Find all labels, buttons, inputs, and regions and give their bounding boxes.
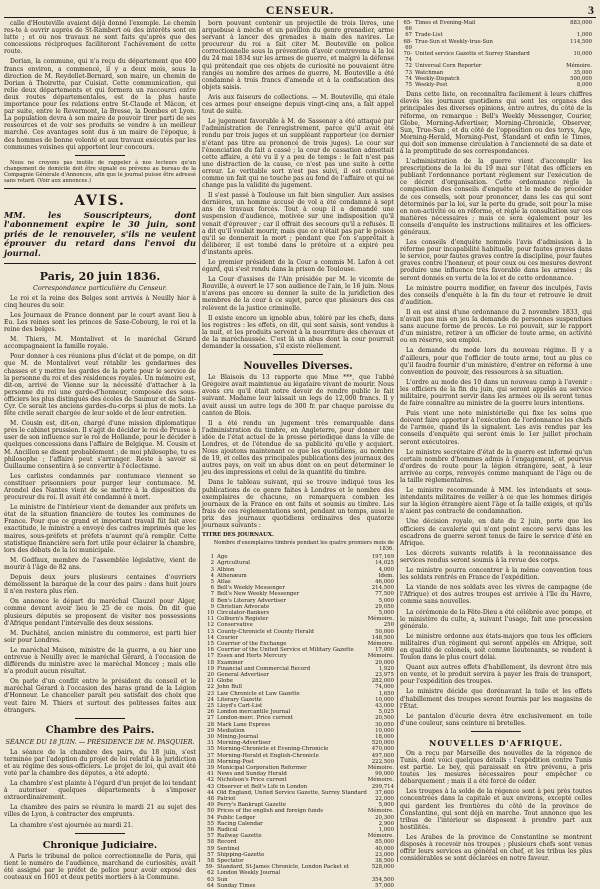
paragraph: Les carlistes condamnés par contumace viennent se constituer prisonniers pour purger leur contumace. M. Arondel des Nantes vient de se mettre à la disposition du procureur du roi. Il avait été condamné à mort. — [4, 472, 196, 502]
journal-title: Albion — [217, 566, 235, 573]
journal-title: Times et Evening-Mail — [415, 20, 476, 26]
table-header-right: Nombre d'exemplaires timbrés pendant les quatre premiers mois de 1836. — [213, 540, 394, 553]
row-number: 17 — [207, 653, 214, 660]
row-number: 73 — [405, 69, 412, 76]
copies-value: 29,050 — [375, 603, 394, 610]
paragraph: La chambre s'est ajournée au mardi 21. — [10, 821, 134, 829]
row-number: 16 — [207, 647, 214, 654]
paragraph: Les Arabes de la province de Constantine se montrent disposés à recevoir nos troupes ; plusieurs chefs sont venus offrir leurs services au général en chef, et les tribus les plus considérables se sont déclarées en notre faveur. — [400, 833, 592, 863]
paragraph: L'ordre au mode des 10 dans un nouveau camp à l'avenir : les officiers de la fin du juin, qui seront appelés au service militaire, pourront servir dans les armées où ils seront tenus de faire connaître au ministre de la guerre leurs intentions. — [400, 378, 592, 408]
row-number: 21 — [207, 678, 214, 685]
copies-value: 250 — [383, 622, 394, 629]
masthead-title: CENSEUR. — [265, 3, 335, 17]
paragraph: Le Blaisois du 13 rapporte que Mme ***, que l'abbé Grégoire avait maintenue au légataire vivant de mourir. Nous avons cru qu'il était notre devoir de rendre public le fait suivant. Madame leur laissait un legs de 12,000 francs. Il y avait aussi un autre legs de 300 fr. par chaque paroisse du canton de Blois. — [202, 374, 394, 417]
row-number: 9 — [210, 603, 214, 610]
journal-title: Watchman — [415, 69, 444, 76]
copies-value: 5,000 — [378, 609, 394, 616]
paragraph: calle d'Houteville avaient déjà donné l'exemple. Le chemin res-te à ouvrir auprès de St-Rambert où des intérêts sont en lutte ; et où nos travaux ne sont faits qu'après que des concessions réciproques faciliteront l'achèvement de cette route. — [4, 20, 196, 56]
paragraph: Il en est ainsi d'une ordonnance du 2 novembre 1833, qui n'avait pas mis en jeu la demande de personnes suspendues sans aucune forme de procès. Le roi pouvait, sur le rapport d'un ministre, retirer à un officier de toute arme, en activité ou en réserve, son emploi. — [400, 308, 592, 345]
row-number: 7 — [210, 591, 214, 598]
journal-title: Public Ledger — [217, 814, 256, 821]
row-number: 58 — [207, 839, 214, 846]
row-number: 4 — [210, 572, 214, 579]
paragraph: Le ministre de l'intérieur vient de demander aux préfets un état de la situation financière de toutes les communes de France. Pour que ce grand et important travail fût fait avec exactitude, le ministre a envoyé des cadres imprimés que les maires, sous-préfets et préfets n'auront qu'à remplir. Cette statistique financière sera fort utile pour éclairer la chambre, lors des débats de la loi municipale. — [4, 504, 196, 554]
row-number: 3 — [210, 566, 214, 573]
section-rule — [4, 263, 196, 264]
row-number: 48 — [207, 796, 214, 803]
copies-value: 23,000 — [375, 851, 394, 858]
copies-value: 40,000 — [375, 845, 394, 852]
copies-value: 8,000 — [576, 82, 592, 89]
copies-value: 470,000 — [371, 746, 394, 753]
section-rule — [75, 155, 125, 156]
section-rule — [4, 188, 196, 189]
column-3 — [400, 20, 592, 862]
copies-value: 46,000 — [375, 578, 394, 585]
column-divider — [199, 20, 200, 862]
row-number: 30 — [207, 733, 214, 740]
copies-value: 114,500 — [570, 38, 592, 45]
copies-value: 282,000 — [371, 678, 394, 685]
copies-value: 5,900 — [378, 802, 394, 809]
avis-section — [4, 193, 196, 259]
judiciaire-continued — [202, 20, 394, 350]
journal-title: Examiner — [217, 659, 244, 666]
section-rule — [75, 833, 125, 834]
row-number: 20 — [207, 671, 214, 678]
copies-value: 299,714 — [371, 783, 394, 790]
paragraph: Dorian, la commune, qui n'a reçu du département que 400 francs environ, a commencé, il y a deux mois, sous la direction de M. Reydellet-Bernard, son maire, un chemin de Dorian à Thoirette, par Cuisiat. Cette communication, qui relie deux départements et qui formera un raccourci entre deux routes départementales, est de la plus haute importance pour les relations entre St-Claude et Mâcon, et par suite, entre le Revermont, la Bresse, la Dombes et Lyon. La population devra à son maire de pouvoir tirer parti de ses ressources et de voir ses produits se vendre à un meilleur marché. Ces avantages sont dus à un maire de l'époque, à des hommes de bonne volonté et aux travaux exécutés par les communes voisines qui apportent leur concours. — [4, 58, 196, 151]
row-number: 2 — [210, 560, 214, 567]
paragraph: Le ministre décide que dorénavant la toile et les effets d'habillement des troupes seront fournis par les magasins de l'État. — [400, 688, 592, 710]
paragraph: On annonce le départ du maréchal Clauzel pour Alger, comme devant avoir lieu le 25 de ce mois. On dit que plusieurs députés se proposent de visiter nos possessions d'Afrique pendant l'intervalle des deux sessions. — [4, 598, 196, 627]
journal-title: Prices of the english and foreign funds — [217, 808, 323, 815]
row-number: 28 — [207, 721, 214, 728]
journal-title: London mercantile Journal — [217, 709, 291, 716]
paragraph: Puis vient une note ministérielle qui fixe les soins que doivent faire apporter à l'exécution de l'ordonnance les chefs de l'armée, quand ils la signalent. Les avis rendus par les conseils d'enquête qui seront émis le 1er juillet prochain seront exécutoires. — [400, 410, 592, 446]
copies-value: 23,975 — [375, 671, 394, 678]
journal-title: London-merc. Price current — [217, 715, 293, 722]
paragraph: Le jugement favorable à M. de Sassenay a été attaqué par l'administration de l'enregistrement, parce qu'il avait été rendu par trois juges et un suppléant rapporteur (ce dernier n'étant pas titre au prononcé de trois juges). Le cour sur l'énonciation du fait a cassé ; la cour de cassation admettait cette affaire, a été vu il y a peu de temps : le fait n'est pas une distraction de la cause, ce n'est pas une suite à cette erreur. Le veritable sort n'est pas suivi, il est constitué comme un fait qui ne touche pas au fond de l'affaire et qui ne change pas la validité du jugement. — [202, 118, 394, 190]
copies-value: 10,000 — [375, 727, 394, 734]
row-number: 38 — [207, 758, 214, 765]
copies-value: Mémoire. — [367, 833, 394, 840]
row-number: 59-62 — [205, 864, 214, 877]
paragraph: Le ministre pourra concentrer à la même convention tous les soldats rentrés en France de l'expédition. — [400, 567, 592, 582]
copies-value: 214,500 — [371, 585, 394, 592]
intro-section — [4, 20, 196, 151]
journal-title: True-Sun et Weekly-true-Sun — [415, 38, 493, 45]
journal-title: General Advertiser — [217, 671, 269, 678]
copies-value: 14,025 — [375, 560, 394, 567]
row-number: 63 — [207, 876, 214, 883]
paragraph: Il s'est passé à Toulouse un fait bien singulier. Aux assises dernières, un homme accusé de vol a été condamné à sept ans de travaux forcés. Tout à coup il a demandé une suspension d'audience, motivée sur une indisposition qu'il venait d'éprouver ; car il offrait des secours qu'il a refusés. Il a dit qu'il voulait mourir, mais que ce n'était pas par le poison qu'il se donnerait la mort ; pendant que l'on s'apprêtait à délibérer, il est tombé dans le prétoire et a expiré peu d'instants après. — [202, 192, 394, 256]
nouvelles-section — [202, 361, 394, 529]
column-2 — [202, 20, 394, 889]
journal-title: Atlas — [217, 578, 231, 585]
copies-value: 500,000 — [570, 75, 592, 82]
paragraph: Il existe encore un ignoble abus, toléré par les chefs, dans les registres : les effets, on dit, qui sont saisis, sont vendus à la nuit, et les produits servent à la nourriture des chevaux et de la maréchaussée. C'est là un abus dont la cour pourrait demander la cessation, s'il existe réellement. — [202, 314, 394, 351]
journal-title: Sunday Times — [217, 882, 256, 889]
journal-title: Conservative — [217, 622, 253, 629]
row-number: 15 — [207, 640, 214, 647]
journal-title: John Bull — [217, 684, 242, 691]
copies-value: 5,025 — [378, 709, 394, 716]
row-number: 58 — [207, 858, 214, 865]
journal-title: Athenæum — [217, 572, 247, 579]
copies-value: 85,000 — [375, 839, 394, 846]
copies-value: 520,000 — [371, 740, 394, 747]
row-number: 18 — [207, 659, 214, 666]
copies-value: Mémoire. — [566, 63, 592, 70]
journal-title: Trade-List — [415, 32, 443, 39]
journal-title: Standard, St-James Chronicle, London Packet et London Weekly Journal — [217, 864, 349, 877]
row-number: 19 — [207, 665, 214, 672]
row-number: 56 — [207, 827, 214, 834]
journal-title: Patriot — [217, 796, 236, 803]
journal-title: Weekly-Dispatch — [415, 75, 460, 82]
row-number: 57 — [207, 851, 214, 858]
journal-title: Sentinel — [217, 845, 240, 852]
copies-value: 497,000 — [371, 752, 394, 759]
paragraph: Nous ne croyons pas inutile de rappeler à nos lecteurs qu'un changement de domicile doit être signalé ou prévenu au bureau de la Compagnie Générale d'Annonces, afin que le journal puisse être adressé sans retard. (Voir aux annonces.) — [4, 159, 196, 184]
paragraph: Le pantalon d'écurie devra être exclusivement en toile d'une couleur, sans ceinture ni bretelles. — [400, 712, 592, 727]
paragraph: La Cour d'assises de l'Ain présidée par M. le vicomte de Rouville, à ouvert le 17 son audience de l'ain, le 16 juin. Nous n'avons pas encore su donner la suite de la juridiction des membres de la cour à ce sujet, parce que plusieurs des cas relèvent de la justice criminelle. — [202, 276, 394, 312]
copies-value: Mémoire. — [367, 777, 394, 784]
journal-title: Mining-Journal — [217, 733, 259, 740]
paragraph: Quant aux autres effets d'habillement, ils devront être mis en vente, et le produit servira à payer les frais de transport, pour l'expédition des troupes. — [400, 664, 592, 686]
copies-value: 74,000 — [375, 684, 394, 691]
copies-value: 1,650 — [378, 690, 394, 697]
row-number: 35 — [207, 746, 214, 753]
copies-value: 37,600 — [375, 789, 394, 796]
copies-value: 197,169 — [371, 554, 394, 561]
copies-value: 17,000 — [375, 647, 394, 654]
row-number: 54 — [207, 814, 214, 821]
copies-value: 2,900 — [378, 820, 394, 827]
row-number: 72 — [405, 63, 412, 70]
row-number: 31 — [207, 740, 214, 747]
row-number: 10 — [207, 609, 214, 616]
journal-title: Old England, United Service Gazette, Surrey Standard — [217, 789, 367, 796]
row-number: 65-66 — [403, 20, 412, 33]
section-rule — [471, 731, 521, 732]
journal-title: Agricultural — [217, 560, 251, 567]
paragraph: L'administration de la guerre vient d'accomplir les prescriptions de la loi du 19 mai sur l'état des officiers en publiant l'ordonnance portant règlement sur l'exécution de ce décret d'organisation. Cette ordonnance règle la composition des conseils d'enquête et le mode de procéder de ces conseils, soit pour prononcer, dans les cas qui sont déterminés par la loi, sur la perte du grade, soit pour la mise en non-activité ou en réforme, et règle la consultation sur ces matières nécessaires ; mais ce sera également pour les conseils d'enquête les instructions militaires et les officiers-généraux. — [400, 158, 592, 237]
journal-title: United service Gazette et Surrey Standard — [415, 51, 530, 58]
journal-title: Morning-Herald et English-Chronicle — [217, 752, 319, 759]
paragraph: Les troupes à la solde de la régence sont à peu près toutes concentrées dans la capitale et aux environs, excepté celles qui gardent les frontières du côté de la province de Constantine, qui sont déjà en marche. Tout annonce que les tribus de l'intérieur se disposent à prendre part aux hostilités. — [400, 788, 592, 831]
military-section — [400, 91, 592, 727]
paragraph: Le ministre recommande à MM. les intendants et sous-intendants militaires de veiller à ce que les hommes dirigés sur la légion étrangère aient l'âge et la taille exigés, et qu'ils n'aient pas contracté de condamnation. — [400, 487, 592, 516]
copies-value: 4,000 — [378, 566, 394, 573]
journal-title: Racing Calendar — [217, 820, 263, 827]
paragraph: M. Thiers, M. Montalivet et le maréchal Gérard accompagnaient la famille royale. — [4, 336, 196, 351]
journal-title: Lloyd's Cart-List — [217, 702, 263, 709]
afrique-section — [400, 738, 592, 862]
row-number: 75 — [405, 82, 412, 89]
journal-title: Circulator-Bankers — [217, 609, 270, 616]
chronique-section — [4, 840, 196, 881]
row-number: 29 — [207, 727, 214, 734]
chambre-heading: Chambre des Pairs. — [45, 724, 155, 736]
journal-title: Essex and Herts Mercury — [217, 653, 287, 660]
journal-title: Bell's Weekly Messenger — [217, 585, 285, 592]
journal-title: Sun — [217, 876, 228, 883]
copies-value: 50,000 — [375, 628, 394, 635]
paragraph: Pour donner à ces réunions plus d'éclat et de pompe, on dit que M. de Montalivet veut rétablir les gendarmes des chasses et y mettre les gardes de la porte pour le service de la personne du roi et des résidences royales. Un mémoire est, dit-on, arrivé de Vienne sur la nécessité d'attacher à la personne du roi une garde-d'honneur, composée des sous-officiers les plus distingués des écoles de Saumur et de Saint-Cyr. Ce serait les anciens gardes-du-corps si plus de mots. La fête civile serait chargée de leur solde et de leur entretien. — [4, 353, 196, 418]
newspaper-table-header — [202, 532, 394, 538]
paragraph: On parle d'un conflit entre le président du conseil et le maréchal Gérard à l'occasion des haras grand de la Légion d'Honneur. Le chancelier paraît peu satisfait des choix que veut faire M. Thiers et surtout des politesses faites aux étrangers. — [4, 678, 196, 714]
paragraph: Le premier président de la Cour a commis M. Lafon à cet égard, qui s'est rendu dans la prison de Toulouse. — [202, 259, 394, 274]
journal-title: News and Sunday Herald — [217, 771, 287, 778]
row-number: 5 — [210, 578, 214, 585]
journal-title: Morning-Advertiser — [217, 740, 271, 747]
copies-value: Mémoire. — [367, 765, 394, 771]
journal-title: Weekly-Post — [415, 82, 448, 89]
paragraph: Le ministre ordonne aux états-majors que tous les officiers militaires d'un régiment qui seront appelés en Afrique, soit en qualité de colonels, soit comme lieutenants, se rendent à Toulon dans le plus court délai. — [400, 632, 592, 662]
paragraph: born pouvant contenir un projectile de trois livres, une arquebuse à mèche et un pavillon du genre grenadier, arme servant à lancer des grenades à main des navires. Le procureur du roi a fait citer M. Bouteville en police correctionnelle sous la prévention d'avoir contrevenu à la loi du 24 mai 1834 sur les armes de guerre, et malgré la défense qui prétendait que ces objets de curiosité ne pouvaient être rangés au nombre des armes de guerre, M. Bouteville a été condamné à trois francs d'amende et à la confiscation des objets saisis. — [202, 20, 394, 91]
copies-value: 57,000 — [375, 882, 394, 889]
paragraph: La chambre s'est plainte à l'égard d'un projet de loi tendant à autoriser quelques départements à s'imposer extraordinairement. — [4, 780, 196, 802]
copies-value: Idem. — [378, 572, 394, 579]
paragraph: M. Duchâtel, ancien ministre du commerce, est parti hier soir pour Londres. — [4, 629, 196, 644]
journal-title: Nicholson's Price current — [217, 777, 287, 784]
row-number: 50 — [207, 808, 214, 815]
paragraph: Les conseils d'enquête nommés l'avis d'admission à la réforme pour incapabilité habituelle, pour fautes graves dans le service, pour fautes graves contre la discipline, pour fautes graves contre l'honneur, et pour ceux ou ces mesures devront produire une influence très favorable dans les armées ; ils seront donnés en vertu de la loi et de cette ordonnance. — [400, 239, 592, 282]
row-number: 43 — [207, 783, 214, 790]
paragraph: Le ministre secrétaire d'état de la guerre est informé qu'un certain nombre d'hommes admis à l'engagement, et pourvus d'ordres de route pour la légion étrangère, sont, à leur arrivée au corps, renvoyés comme manquant de l'âge ou de la taille réglementaires. — [400, 448, 592, 485]
paragraph: Les Journaux de France donnent par le court avant lieu à Eu. Les reines sont les princes de Saxe-Cobourg, le roi et la reine des belges. — [4, 311, 196, 334]
journal-title: Ben's Literary Advertiser — [217, 597, 286, 604]
nouvelles-heading: Nouvelles Diverses. — [243, 361, 353, 373]
paris-heading: Paris, 20 juin 1836. — [39, 269, 161, 283]
masthead-rule — [4, 17, 596, 18]
paragraph: Une décision royale, en date du 2 juin, porte que les officiers de cavalerie qui n'ont point encore servi dans les escadrons de guerre seront tenus de faire le service d'été en Afrique. — [400, 518, 592, 547]
chronique-heading: Chronique Judiciaire. — [42, 839, 158, 851]
journal-title: Literary Gazette — [217, 696, 262, 703]
paragraph: Le roi et la reine des Belges sont arrivés à Neuilly hier à cinq heures du soir. — [4, 294, 196, 309]
row-number: 67 — [405, 32, 412, 39]
row-number: 44 — [207, 789, 214, 796]
table-row — [400, 39, 592, 51]
row-number: 8 — [210, 597, 214, 604]
row-number: 27 — [207, 715, 214, 722]
journal-title: County-Chronicle et County Herald — [217, 628, 314, 635]
journal-title: Christian Advocate — [217, 603, 270, 610]
masthead — [0, 0, 600, 20]
copies-value: Mémoire. — [367, 640, 394, 647]
row-number: 59 — [207, 845, 214, 852]
row-number: 24 — [207, 696, 214, 703]
copies-value: 20,500 — [375, 715, 394, 722]
column-divider — [397, 20, 398, 862]
column-1 — [4, 20, 196, 881]
copies-value: 148,500 — [371, 634, 394, 641]
copies-value: 43,000 — [375, 702, 394, 709]
copies-value: Mémoire. — [367, 616, 394, 623]
row-number: 12 — [207, 622, 214, 629]
paragraph: Dans le tableau suivant, qui se trouve indiqué tous les publications de ce genre faites à Londres et le nombre des exemplaires de chacune, on remarquera combien les journaux de la France en ont faits et soumis au timbre. Les frais de ces réglementations sont, pendant un temps, aussi le prix des journaux quotidiens ordinaires des quatorze journaux suivants : — [202, 479, 394, 529]
copies-value: 30,050 — [375, 721, 394, 728]
paragraph: M. Cousin est, dit-on, chargé d'une mission diplomatique près le cabinet prussien. Il s'agit de décider le roi de Prusse à user de son influence sur le roi de Hollande, pour le décider à quelques concessions dans l'affaire de Belgique. M. Cousin et M. Ancillon se disent probablement ; de moi philosophe, tu es philosophe ; l'affaire peut s'arranger. Reste à savoir si Guillaume consentira à se convertir à l'éclectisme. — [4, 420, 196, 470]
row-number: 49 — [207, 802, 214, 809]
journal-title: Courier — [217, 634, 238, 641]
paragraph: On a reçu par Marseille des nouvelles de la régence de Tunis, dont voici quelques détails : l'expédition contre Tunis est partie. Le bey, qui paraissait en être prévenu, a pris toutes les mesures nécessaires pour empêcher ce débarquement ; mais il a été forcé de céder. — [400, 749, 592, 786]
table-row — [202, 864, 394, 876]
journal-title: Radical — [217, 827, 238, 834]
row-number: 64 — [207, 882, 214, 889]
paragraph: La viande de nos soldats avec les vivres de campagne (de l'Afrique) et des autres troupes est arrivée à l'île du Havre, comme sans nouvelles. — [400, 584, 592, 606]
copies-value: 35,000 — [573, 69, 592, 76]
paragraph: La cérémonie de la Fête-Dieu a été célébrée avec pompe, et le ministère du culte, a, suivant l'usage, fait une procession générale. — [400, 608, 592, 630]
journal-title: Morning-Chronicle et Evening-Chronicle — [217, 746, 329, 753]
journal-title: Bell's New Weekly Messenger — [217, 591, 300, 598]
paragraph: Le ministre pourra modifier, en faveur des inculpés, l'avis des conseils d'enquête à la fin du tour et retrouve le droit d'audition. — [400, 284, 592, 306]
newspaper-circulation-table-continued — [400, 20, 592, 88]
copies-value: 38,500 — [375, 858, 394, 865]
paris-subheading: Correspondance particulière du Censeur. — [33, 283, 167, 292]
paragraph: Les décrets suivants relatifs à la reconnaissance des services rendus seront soumis à la revue des corps. — [400, 549, 592, 564]
journal-title: Colburn's Register — [217, 616, 269, 623]
copies-value: 77,500 — [375, 591, 394, 598]
journal-title: Courrier of the United Service et Military Gazette — [217, 647, 354, 654]
journal-title: Age — [217, 554, 228, 561]
paragraph: Le maréchal Maison, ministre de la guerre, a eu hier une entrevue à Neuilly avec le maréchal Gérard, à l'occasion de différends du ministre avec le maréchal Moncey ; mais elle n'a produit aucun résultat. — [4, 646, 196, 676]
subscriber-notice — [4, 160, 196, 184]
copies-value: 1,000 — [576, 32, 592, 39]
row-number: 70-74 — [403, 51, 412, 64]
table-row — [202, 883, 394, 889]
row-number: 23 — [207, 690, 214, 697]
row-number: 39 — [207, 765, 214, 771]
copies-value: 99,000 — [375, 771, 394, 778]
paragraph: La chambre des pairs se réunira le mardi 21 au sujet des villes de Lyon, à contracter des emprunts. — [4, 804, 196, 819]
section-rule — [273, 354, 323, 355]
paragraph: Dans cette liste, on reconnaîtra facilement à leurs chiffres élevés les journaux quotidiens qui sont les organes des principales des diverses opinions, entre autres, du côté de la réforme, on remarque : Bell's Weekly Messenger, Courier, Globe, Morning-Advertiser, Morning-Chronicle, Observer, Sun, True-Sun ; et du côté de l'opposition ou des torys, Age, Morning-Herald, Morning-Post, Standard et enfin le Times, qui doit son immense circulation à l'ancienneté de sa date et à la promptitude de ses correspondances. — [400, 91, 592, 155]
copies-value: 222,500 — [371, 758, 394, 765]
copies-value: 354,500 — [371, 876, 394, 883]
row-number: 22 — [207, 684, 214, 691]
paragraph: Depuis deux jours plusieurs centaines d'ouvriers démolissent la baraque de la cour des pairs : dans huit jours il n'en restera plus rien. — [4, 574, 196, 596]
afrique-heading: NOUVELLES D'AFRIQUE. — [429, 737, 563, 748]
row-number: 41 — [207, 771, 214, 778]
paris-section — [4, 270, 196, 714]
journal-title: Courrier of the Exchange — [217, 640, 287, 647]
row-number: 55 — [207, 820, 214, 827]
copies-value: 22,000 — [375, 796, 394, 803]
copies-value: Mémoire. — [367, 808, 394, 815]
copies-value: 20,300 — [375, 814, 394, 821]
avis-heading: AVIS. — [74, 192, 126, 209]
section-rule — [75, 718, 125, 719]
journal-title: Spectator — [217, 858, 244, 865]
copies-value: 1,920 — [378, 665, 394, 672]
journal-title: Globe — [217, 678, 233, 685]
table-header-left: TITRE DES JOURNAUX. — [202, 532, 274, 539]
copies-value: 10,000 — [573, 51, 592, 58]
journal-title: Observer et Bell's Life in London — [217, 783, 308, 790]
copies-value: 18,000 — [375, 733, 394, 740]
copies-value: 20,000 — [375, 659, 394, 666]
row-number: 6 — [210, 585, 214, 592]
journal-title: Record — [217, 839, 237, 846]
journal-title: Universal Corn Reporter — [415, 63, 482, 70]
row-number: 25 — [207, 702, 214, 709]
journal-title: Morning-Post — [217, 758, 254, 765]
paragraph: M. Godfaux, membre de l'assemblée législative, vient de mourir à l'âge de 82 ans. — [4, 556, 196, 571]
table-row — [400, 51, 592, 63]
copies-value: 10,000 — [375, 696, 394, 703]
copies-value: Mémoire. — [367, 653, 394, 660]
copies-value: 528,000 — [371, 864, 394, 871]
avis-text: MM. les Souscripteurs, dont l'abonnement expire le 30 juin, sont priés de le renouveler, s'ils ne veulent éprouver du retard dans l'envoi du journal. — [4, 209, 196, 259]
journal-title: Mark Lane Express — [217, 721, 271, 728]
row-number: 68-69 — [403, 38, 412, 51]
paragraph: La séance de la chambre des pairs, du 18 juin, s'est terminée par l'adoption du projet de loi relatif à la juridiction et au régime des sous-officiers. Le projet de loi, qui avait été voté par la chambre des députés, a été adopté. — [4, 748, 196, 777]
journal-title: Perry's Bankrupt Gazette — [217, 802, 287, 809]
journal-title: Financial and Commercial Record — [217, 665, 311, 672]
row-number: 11 — [207, 616, 214, 623]
row-number: 42 — [207, 777, 214, 784]
row-number: 26 — [207, 709, 214, 716]
row-number: 57 — [207, 833, 214, 840]
row-number: 1 — [210, 554, 214, 561]
journal-title: Law Chronicle et Law Gazette — [217, 690, 300, 697]
copies-value: 5,000 — [378, 597, 394, 604]
row-number: 37 — [207, 752, 214, 759]
chambre-section — [4, 725, 196, 829]
journal-title: Municipal Corporation Reformer — [217, 765, 307, 771]
row-number: 74 — [405, 75, 412, 82]
table-row — [400, 20, 592, 32]
paragraph: Il a été rendu un jugement très remarquable dans l'administration du timbre, en Angleterre, pour donner une idée de l'état actuel de la presse périodique dans la ville de Londres, et de l'étendue de sa publicité qu'elle y acquiert. Nous ajoutons maintenant ce que les quotidiens, au nombre de 19, et celles des principales publications des journaux des autres pays, on voit un abus dont on en peut déterminer le jeu des impressions et celui de la quantité du timbre. — [202, 419, 394, 477]
row-number: 13 — [207, 628, 214, 635]
paragraph: Avis aux faiseurs de collections. — M. Bouteville, qui étale ces armes pour enseigne depuis vingt-cinq ans, a fait appel tout de suite. — [202, 93, 394, 116]
paragraph: La demande du mode lors du nouveau régime. Il y a d'ailleurs, pour que l'officier de toute arme, tout au plus ce qu'il faudra fournir d'un ministère, d'entrer en réforme à une convention de pouvoir, des ressources à sa situation. — [400, 347, 592, 376]
copies-value: 883,000 — [570, 20, 592, 26]
row-number: 14 — [207, 634, 214, 641]
newspaper-circulation-table — [202, 554, 394, 889]
paragraph: A Paris le tribunal de police correctionnelle de Paris, qui tient le numéro de l'audience, marchand de curiosités, avait été assigné par le préfet de police pour avoir exposé des couteaux en 1601 et deux petits mortiers à la Commune. — [4, 852, 196, 881]
copies-value: 1,000 — [378, 827, 394, 834]
journal-title: Railway Gazette — [217, 833, 262, 840]
journal-title: Shipping-Gazette — [217, 851, 265, 858]
chambre-subheading: SÉANCE DU 18 JUIN. — PRÉSIDENCE DE M. PASQUIER. — [5, 737, 195, 746]
page-number: 3 — [588, 3, 594, 17]
journal-title: Mediation — [217, 727, 245, 734]
